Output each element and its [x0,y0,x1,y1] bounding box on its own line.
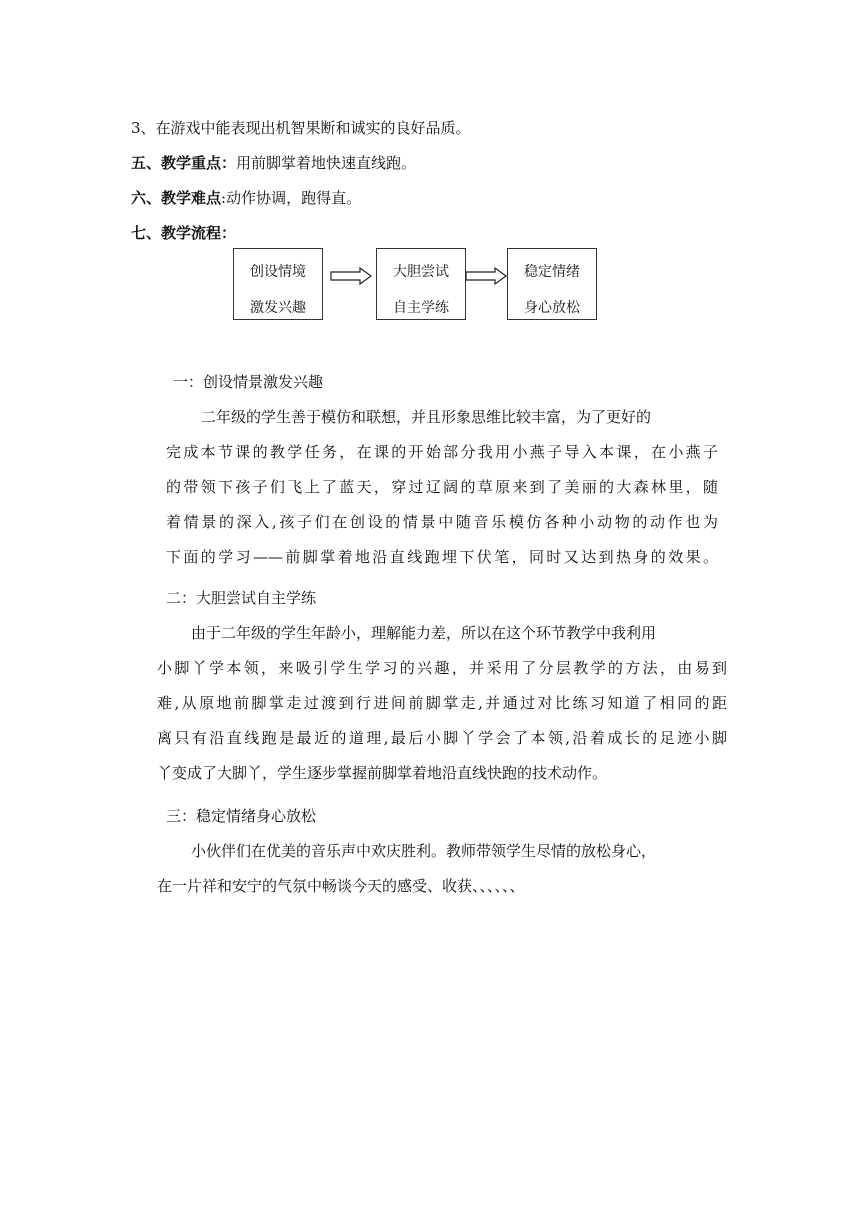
double-arrow-right-icon [465,266,507,286]
section-2-line: 由于二年级的学生年龄小，理解能力差，所以在这个环节教学中我利用 [191,624,657,642]
flow-box-1 [233,248,323,320]
flow-box-3 [507,248,597,320]
section-1-heading: 一：创设情景激发兴趣 [173,373,324,391]
section-2-line: 离只有沿直线跑是最近的道理,最后小脚丫学会了本领,沿着成长的足迹小脚 [157,729,727,747]
flow-box-2-line1: 大胆尝试 [393,264,449,280]
section-1-line: 着情景的深入,孩子们在创设的情景中随音乐模仿各种小动物的动作也为 [166,513,718,531]
section-3-line: 在一片祥和安宁的气氛中畅谈今天的感受、收获、、、、、、 [157,877,525,895]
teaching-process-heading: 七、教学流程： [131,224,237,242]
double-arrow-right-icon [330,266,372,286]
section-2-line: 丫变成了大脚丫，学生逐步掌握前脚掌着地沿直线快跑的技术动作。 [157,764,608,782]
flow-box-2 [376,248,466,320]
teaching-difficulty-text: :动作协调，跑得直。 [221,189,362,207]
section-3-heading: 三：稳定情绪身心放松 [166,807,317,825]
flow-box-1-line1: 创设情境 [250,264,306,280]
section-1-line: 的带领下孩子们飞上了蓝天，穿过辽阔的草原来到了美丽的大森林里，随 [166,478,718,496]
flow-box-3-line1: 稳定情绪 [524,264,580,280]
section-2-line: 难,从原地前脚掌走过渡到行进间前脚掌走,并通过对比练习知道了相同的距 [157,694,727,712]
teaching-difficulty-label: 六、教学难点 [131,189,222,207]
flow-box-2-line2: 自主学练 [393,300,449,316]
section-1-line: 完成本节课的教学任务，在课的开始部分我用小燕子导入本课，在小燕子 [166,443,718,461]
teaching-difficulty [131,188,361,208]
objective-item-3: 3、在游戏中能表现出机智果断和诚实的良好品质。 [131,119,471,137]
flow-box-1-line2: 激发兴趣 [250,300,306,316]
teaching-focus [131,153,416,173]
teaching-focus-label: 五、教学重点： [131,154,237,172]
section-2-heading: 二：大胆尝试自主学练 [166,589,317,607]
section-3-line: 小伙伴们在优美的音乐声中欢庆胜利。教师带领学生尽情的放松身心， [191,842,657,860]
section-2-line: 小脚丫学本领，来吸引学生学习的兴趣，并采用了分层教学的方法，由易到 [157,659,727,677]
section-1-line: 下面的学习——前脚掌着地沿直线跑埋下伏笔，同时又达到热身的效果。 [166,548,718,566]
teaching-focus-text: 用前脚掌着地快速直线跑。 [236,154,417,172]
section-1-line: 二年级的学生善于模仿和联想，并且形象思维比较丰富，为了更好的 [201,408,652,426]
flow-box-3-line2: 身心放松 [524,300,580,316]
